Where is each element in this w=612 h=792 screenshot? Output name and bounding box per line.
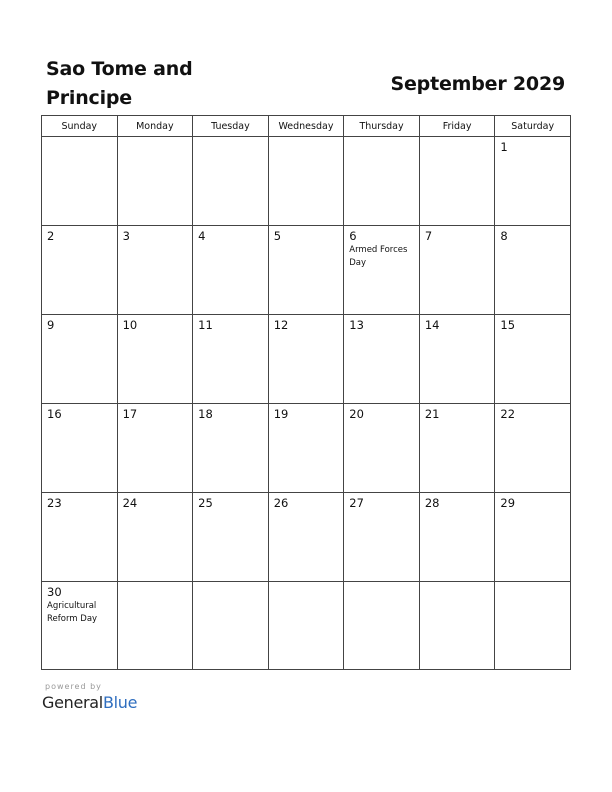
holiday-label: Agricultural Reform Day [47, 601, 98, 624]
weekday-tuesday: Tuesday [193, 116, 269, 137]
day-cell [268, 404, 344, 493]
day-number: 29 [500, 496, 516, 510]
day-cell [117, 226, 193, 315]
day-cell [344, 137, 420, 226]
weekday-sunday: Sunday [42, 116, 118, 137]
day-cell [495, 315, 571, 404]
day-cell [268, 582, 344, 670]
day-cell [419, 315, 495, 404]
day-number [344, 137, 419, 140]
day-cell [268, 226, 344, 315]
week-row-1 [42, 137, 571, 226]
day-number: 9 [47, 318, 55, 332]
day-number: 14 [424, 318, 440, 332]
day-number: 24 [122, 496, 138, 510]
week-row-3 [42, 315, 571, 404]
weekday-monday: Monday [117, 116, 193, 137]
country-title: Sao Tome and Principe [46, 58, 193, 109]
day-number [495, 582, 570, 585]
powered-by-label: powered by [45, 682, 102, 691]
day-cell [193, 493, 269, 582]
day-cell [495, 493, 571, 582]
day-number: 18 [198, 407, 213, 421]
day-cell [42, 404, 118, 493]
day-number: 12 [273, 318, 289, 332]
week-row-5 [42, 493, 571, 582]
holiday-label: Armed Forces Day [349, 245, 408, 268]
day-number: 7 [424, 229, 433, 243]
day-number: 23 [47, 496, 62, 510]
generalblue-logo[interactable] [42, 693, 137, 712]
week-row-6 [42, 582, 571, 670]
day-cell [268, 315, 344, 404]
day-cell [42, 582, 118, 670]
day-cell [344, 226, 420, 315]
day-number [269, 582, 344, 585]
day-number: 2 [47, 229, 55, 243]
day-cell [193, 404, 269, 493]
day-cell [268, 493, 344, 582]
day-number [344, 582, 419, 585]
day-number: 20 [349, 407, 364, 421]
day-cell [495, 404, 571, 493]
day-number: 17 [122, 407, 138, 421]
day-cell [268, 137, 344, 226]
day-cell [419, 137, 495, 226]
day-number [42, 137, 117, 140]
day-number: 22 [500, 407, 516, 421]
calendar-grid [41, 115, 571, 670]
day-cell [193, 315, 269, 404]
day-cell [344, 582, 420, 670]
day-number: 19 [273, 407, 289, 421]
day-cell [42, 137, 118, 226]
day-cell [495, 582, 571, 670]
day-number: 3 [122, 229, 130, 243]
day-number: 21 [424, 407, 440, 421]
day-cell [193, 137, 269, 226]
weekday-thursday: Thursday [344, 116, 420, 137]
day-cell [117, 315, 193, 404]
day-cell [495, 226, 571, 315]
logo-text-general: General [42, 693, 103, 712]
day-cell [344, 315, 420, 404]
day-number [269, 137, 344, 140]
day-cell [419, 493, 495, 582]
day-number [118, 137, 193, 140]
day-cell [42, 493, 118, 582]
day-number: 28 [424, 496, 440, 510]
week-row-4 [42, 404, 571, 493]
weekday-saturday: Saturday [495, 116, 571, 137]
day-number: 10 [122, 318, 138, 332]
day-number [118, 582, 193, 585]
day-cell [419, 226, 495, 315]
day-number [193, 137, 268, 140]
day-number: 13 [349, 318, 364, 332]
day-cell [344, 404, 420, 493]
day-number [420, 137, 495, 140]
day-number: 6 [349, 229, 357, 243]
day-cell [419, 582, 495, 670]
day-number [420, 582, 495, 585]
weekday-friday: Friday [419, 116, 495, 137]
day-number: 27 [349, 496, 364, 510]
day-number: 16 [47, 407, 62, 421]
weekday-header-row [42, 116, 571, 137]
day-number: 25 [198, 496, 213, 510]
day-cell [344, 493, 420, 582]
day-cell [117, 493, 193, 582]
day-cell [42, 226, 118, 315]
day-number [193, 582, 268, 585]
logo-text-blue: Blue [102, 693, 138, 712]
day-cell [117, 137, 193, 226]
day-cell [495, 137, 571, 226]
day-number: 15 [500, 318, 516, 332]
day-cell [193, 226, 269, 315]
day-cell [117, 582, 193, 670]
day-cell [193, 582, 269, 670]
day-number: 11 [198, 318, 213, 332]
day-number: 8 [500, 229, 508, 243]
day-number: 30 [47, 585, 62, 599]
day-number: 26 [273, 496, 289, 510]
day-number: 5 [273, 229, 282, 243]
day-number: 4 [198, 229, 206, 243]
day-cell [419, 404, 495, 493]
week-row-2 [42, 226, 571, 315]
day-number: 1 [500, 140, 508, 154]
month-title: September 2029 [390, 73, 565, 95]
weekday-wednesday: Wednesday [268, 116, 344, 137]
day-cell [42, 315, 118, 404]
day-cell [117, 404, 193, 493]
